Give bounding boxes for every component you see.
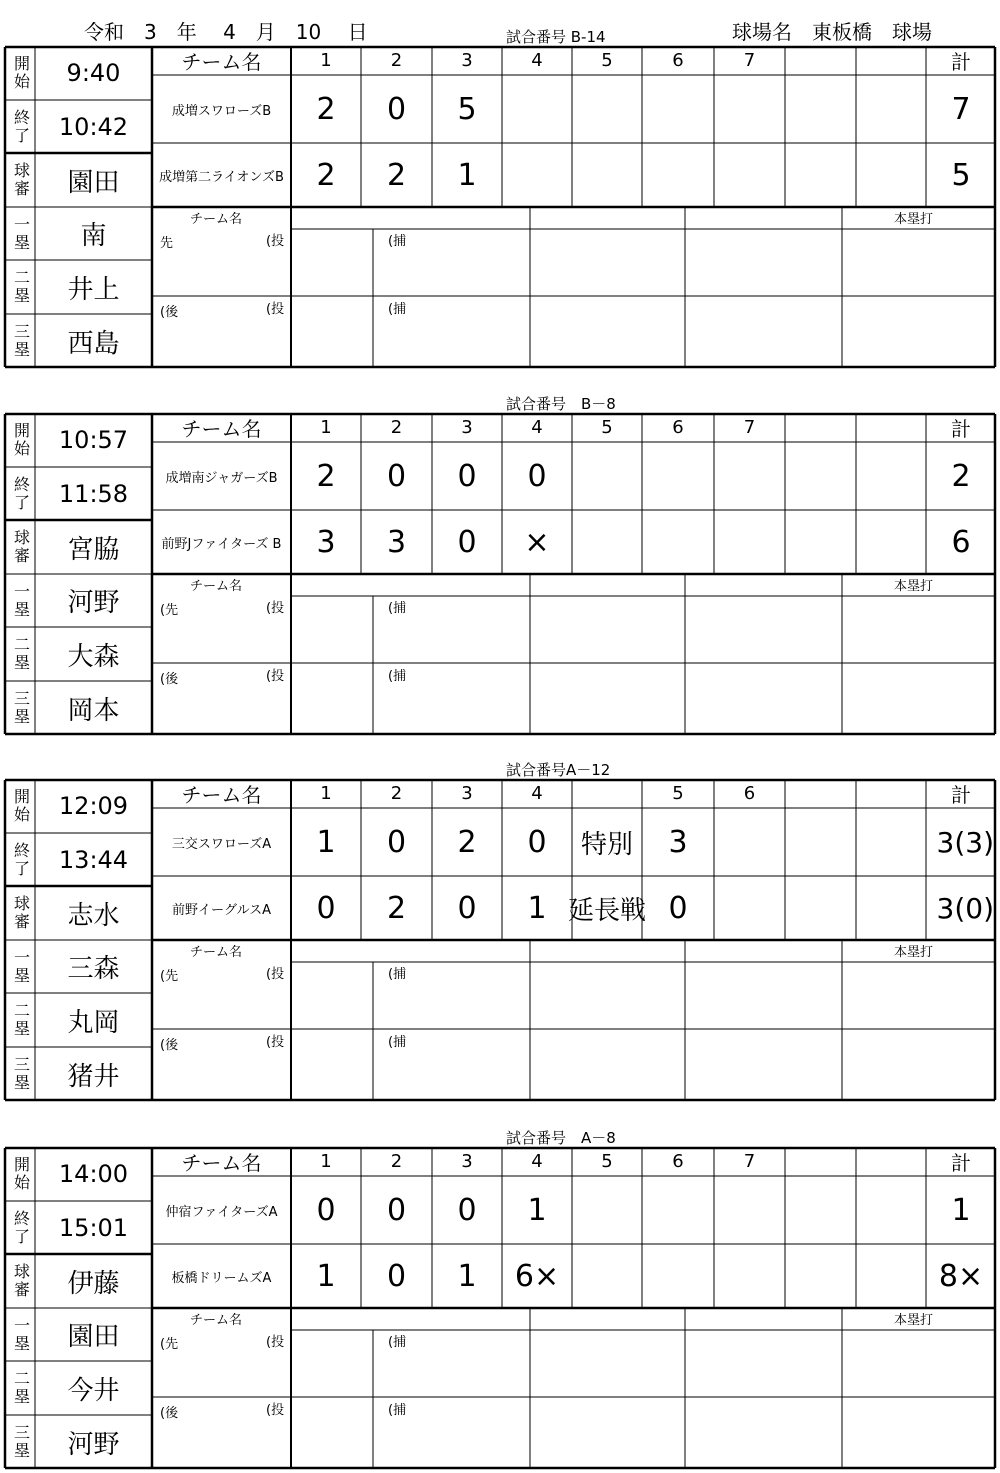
team-name-header: チーム名: [181, 417, 262, 441]
first-base-label-text: 一塁: [13, 1315, 30, 1353]
second-pitcher-label: (投: [266, 1035, 285, 1050]
inning-header: [572, 779, 642, 808]
inning-score: 0: [527, 458, 547, 494]
date-heading: 令和 3 年 4 月 10 日: [84, 20, 368, 44]
inning-score: [785, 808, 856, 876]
third-base-umpire: 岡本: [67, 695, 120, 726]
end-label-text: 終了: [13, 840, 30, 878]
first-base-umpire: 三森: [67, 954, 120, 984]
game-number: 試合番号 B－8: [506, 395, 616, 413]
team-name: 成増南ジャガーズB: [165, 470, 278, 486]
inning-score: [572, 442, 642, 510]
inning-score: 0: [386, 91, 407, 127]
inning-score: [856, 75, 926, 143]
batting-first-label: (先: [160, 603, 179, 618]
second-base-label-text: 二塁: [13, 1369, 30, 1406]
plate-umpire-label-text: 球審: [13, 528, 30, 565]
inning-score: 0: [386, 1258, 407, 1294]
inning-score: [572, 510, 642, 574]
inning-header: 5: [601, 417, 613, 438]
team-total: 7: [951, 91, 971, 127]
inning-score: 延長戦: [568, 895, 647, 926]
inning-score: [785, 876, 856, 940]
inning-header: 7: [743, 1151, 756, 1172]
home-run-label: 本塁打: [894, 212, 934, 227]
inning-score: [642, 510, 714, 574]
inning-score: 2: [316, 91, 336, 127]
plate-umpire: 伊藤: [67, 1268, 120, 1299]
inning-score: [785, 143, 856, 207]
end-label-text: 終了: [13, 474, 30, 512]
inning-header: 6: [672, 417, 684, 438]
inning-header: [856, 779, 926, 808]
second-base-umpire: 今井: [67, 1375, 120, 1406]
inning-score: [714, 510, 785, 574]
inning-score: ×: [524, 524, 550, 560]
inning-header: 6: [672, 1151, 684, 1172]
inning-score: 0: [316, 890, 336, 926]
start-time: 12:09: [58, 792, 129, 820]
game-block: [4, 413, 996, 735]
inning-header: 5: [601, 1151, 613, 1172]
home-run-label: 本塁打: [894, 945, 934, 960]
end-label: [5, 467, 35, 520]
plate-umpire-label-text: 球審: [13, 161, 30, 198]
inning-header: [785, 46, 856, 75]
batting-first-label: (先: [160, 1337, 179, 1352]
inning-header: 6: [672, 50, 684, 71]
inning-score: 2: [316, 458, 336, 494]
inning-header: 5: [672, 783, 684, 804]
third-base-label-text: 三塁: [13, 322, 30, 359]
inning-header: 5: [601, 50, 613, 71]
first-base-umpire: 南: [80, 221, 107, 251]
end-time: 11:58: [58, 479, 129, 508]
inning-score: [856, 876, 926, 940]
third-base-label-text: 三塁: [13, 689, 30, 726]
second-catcher-label: (捕: [388, 1403, 407, 1418]
inning-header: 3: [461, 50, 473, 71]
inning-score: 3: [316, 524, 336, 560]
inning-score: 0: [457, 1192, 477, 1228]
second-base-label: [5, 1361, 35, 1415]
start-label-text: 開始: [13, 421, 30, 458]
inning-score: [642, 1176, 714, 1244]
team-total: 3(3): [936, 825, 994, 859]
inning-score: [785, 1244, 856, 1308]
end-label: [5, 833, 35, 886]
inning-score: [785, 1176, 856, 1244]
home-run-label: 本塁打: [894, 1313, 934, 1328]
team-total: 5: [951, 157, 971, 193]
second-base-label-text: 二塁: [13, 268, 30, 305]
first-base-label: [5, 1308, 35, 1361]
inning-score: 0: [527, 824, 547, 860]
inning-header: 2: [390, 783, 403, 804]
second-base-umpire: 井上: [67, 274, 120, 305]
inning-header: 1: [320, 1151, 332, 1172]
batting-second-label: (後: [160, 1406, 179, 1421]
third-base-label: [5, 1047, 35, 1101]
game-number: 試合番号 B-14: [506, 28, 606, 46]
team-name-header: チーム名: [181, 1151, 262, 1175]
first-catcher-label: (捕: [388, 234, 407, 249]
inning-score: 5: [457, 91, 477, 127]
end-label-text: 終了: [13, 1208, 30, 1246]
inning-header: 7: [743, 50, 756, 71]
start-label-text: 開始: [13, 1155, 30, 1192]
venue-heading: 球場名 東板橋 球場: [732, 20, 932, 44]
game-block: [4, 46, 996, 368]
game-block: [4, 779, 996, 1101]
team-name: 成増スワローズB: [171, 103, 272, 119]
inning-header: 3: [461, 1151, 473, 1172]
third-base-label: [5, 314, 35, 368]
inning-header: 2: [390, 417, 403, 438]
inning-score: 6×: [514, 1258, 560, 1294]
first-pitcher-label: (投: [266, 967, 285, 982]
inning-score: [714, 143, 785, 207]
inning-score: 1: [457, 157, 477, 193]
inning-header: [785, 413, 856, 442]
inning-header: [856, 46, 926, 75]
game-number: 試合番号 A－8: [506, 1129, 616, 1147]
team-name-header: チーム名: [181, 783, 262, 807]
inning-header: [785, 1147, 856, 1176]
team-total: 3(0): [936, 891, 994, 925]
end-label: [5, 100, 35, 153]
inning-header: [785, 779, 856, 808]
second-base-label: [5, 993, 35, 1047]
inning-score: [502, 143, 572, 207]
end-time: 10:42: [58, 112, 129, 141]
start-time: 10:57: [58, 426, 129, 454]
inning-header: 2: [390, 1151, 403, 1172]
third-base-umpire: 西島: [67, 328, 120, 359]
first-base-label: [5, 574, 35, 627]
inning-score: [856, 143, 926, 207]
inning-score: 特別: [580, 829, 633, 860]
third-base-umpire: 河野: [67, 1429, 120, 1460]
inning-header: 7: [743, 417, 756, 438]
inning-score: [642, 1244, 714, 1308]
team-total: 1: [951, 1192, 971, 1228]
inning-score: [785, 442, 856, 510]
inning-score: [785, 75, 856, 143]
second-base-umpire: 大森: [67, 641, 120, 672]
inning-score: [502, 75, 572, 143]
start-time: 9:40: [66, 59, 121, 87]
inning-score: 0: [386, 458, 407, 494]
first-pitcher-label: (投: [266, 234, 285, 249]
first-base-umpire: 河野: [67, 588, 120, 618]
lower-team-name-label: チーム名: [190, 212, 243, 227]
start-label: [5, 779, 35, 833]
plate-umpire-label: [5, 153, 35, 207]
inning-score: 0: [457, 458, 477, 494]
third-base-label-text: 三塁: [13, 1423, 30, 1460]
inning-header: 1: [320, 783, 332, 804]
team-name: 前野Jファイターズ B: [161, 536, 282, 552]
third-base-label-text: 三塁: [13, 1055, 30, 1092]
inning-score: [714, 1176, 785, 1244]
team-name-header: チーム名: [181, 50, 262, 74]
inning-score: [785, 510, 856, 574]
inning-header: 2: [390, 50, 403, 71]
inning-score: 0: [386, 1192, 407, 1228]
plate-umpire: 園田: [67, 167, 120, 198]
inning-score: [714, 876, 785, 940]
inning-score: 1: [527, 1192, 547, 1228]
first-pitcher-label: (投: [266, 601, 285, 616]
first-base-label-text: 一塁: [13, 214, 30, 252]
inning-score: [714, 1244, 785, 1308]
inning-score: [856, 1176, 926, 1244]
lower-team-name-label: チーム名: [190, 579, 243, 594]
team-total: 2: [951, 458, 971, 494]
inning-score: 0: [668, 890, 688, 926]
inning-score: 3: [386, 524, 407, 560]
plate-umpire-label-text: 球審: [13, 894, 30, 931]
second-base-label: [5, 260, 35, 314]
lower-team-name-label: チーム名: [190, 1313, 243, 1328]
batting-first-label: (先: [160, 969, 179, 984]
inning-score: 1: [316, 1258, 336, 1294]
end-label: [5, 1201, 35, 1254]
plate-umpire-label: [5, 886, 35, 940]
second-catcher-label: (捕: [388, 669, 407, 684]
team-name: 前野イーグルスA: [171, 902, 272, 918]
inning-header: 4: [531, 783, 543, 804]
inning-score: [572, 143, 642, 207]
inning-score: [856, 510, 926, 574]
plate-umpire-label: [5, 1254, 35, 1308]
inning-score: 0: [457, 524, 477, 560]
end-time: 15:01: [58, 1213, 129, 1242]
second-catcher-label: (捕: [388, 302, 407, 317]
inning-score: 1: [316, 824, 336, 860]
plate-umpire: 志水: [67, 900, 120, 931]
inning-score: [856, 808, 926, 876]
start-label-text: 開始: [13, 787, 30, 824]
game-number: 試合番号A－12: [506, 761, 611, 779]
inning-score: 1: [457, 1258, 477, 1294]
first-catcher-label: (捕: [388, 1335, 407, 1350]
end-time: 13:44: [58, 845, 129, 874]
team-name: 三交スワローズA: [171, 836, 272, 852]
inning-score: 2: [386, 157, 407, 193]
inning-score: 0: [386, 824, 407, 860]
inning-score: [642, 442, 714, 510]
third-base-label: [5, 1415, 35, 1469]
inning-score: [856, 442, 926, 510]
team-name: 仲宿ファイターズA: [165, 1204, 278, 1220]
third-base-umpire: 猪井: [67, 1061, 120, 1092]
start-label: [5, 46, 35, 100]
inning-score: [856, 1244, 926, 1308]
total-header: 計: [951, 417, 971, 441]
inning-header: [856, 1147, 926, 1176]
inning-score: 2: [316, 157, 336, 193]
batting-second-label: (後: [160, 305, 179, 320]
inning-header: 4: [531, 1151, 543, 1172]
inning-score: 3: [668, 824, 688, 860]
batting-second-label: (後: [160, 1038, 179, 1053]
inning-header: 3: [461, 417, 473, 438]
start-time: 14:00: [58, 1160, 129, 1188]
batting-first-label: 先: [160, 236, 174, 251]
inning-header: 4: [531, 417, 543, 438]
second-pitcher-label: (投: [266, 302, 285, 317]
total-header: 計: [951, 50, 971, 74]
batting-second-label: (後: [160, 672, 179, 687]
first-base-label: [5, 207, 35, 260]
first-catcher-label: (捕: [388, 601, 407, 616]
inning-score: [642, 143, 714, 207]
second-pitcher-label: (投: [266, 669, 285, 684]
team-name: 板橋ドリームズA: [171, 1270, 272, 1286]
inning-score: 2: [386, 890, 407, 926]
first-catcher-label: (捕: [388, 967, 407, 982]
second-pitcher-label: (投: [266, 1403, 285, 1418]
first-base-umpire: 園田: [67, 1322, 120, 1352]
start-label: [5, 1147, 35, 1201]
total-header: 計: [951, 1151, 971, 1175]
inning-score: [714, 75, 785, 143]
home-run-label: 本塁打: [894, 579, 934, 594]
first-base-label-text: 一塁: [13, 581, 30, 619]
start-label-text: 開始: [13, 54, 30, 91]
team-total: 6: [951, 524, 971, 560]
second-catcher-label: (捕: [388, 1035, 407, 1050]
inning-score: [714, 808, 785, 876]
team-name: 成増第二ライオンズB: [159, 169, 284, 185]
start-label: [5, 413, 35, 467]
inning-score: 0: [457, 890, 477, 926]
plate-umpire-label: [5, 520, 35, 574]
team-total: 8×: [938, 1258, 984, 1294]
total-header: 計: [951, 783, 971, 807]
plate-umpire: 宮脇: [67, 534, 120, 565]
third-base-label: [5, 681, 35, 735]
inning-score: [642, 75, 714, 143]
inning-header: [856, 413, 926, 442]
second-base-umpire: 丸岡: [67, 1007, 120, 1038]
inning-header: 1: [320, 417, 332, 438]
inning-header: 1: [320, 50, 332, 71]
first-base-label-text: 一塁: [13, 947, 30, 985]
plate-umpire-label-text: 球審: [13, 1262, 30, 1299]
inning-score: 1: [527, 890, 547, 926]
inning-score: [572, 1176, 642, 1244]
second-base-label-text: 二塁: [13, 1001, 30, 1038]
second-base-label-text: 二塁: [13, 635, 30, 672]
second-base-label: [5, 627, 35, 681]
end-label-text: 終了: [13, 107, 30, 145]
inning-score: 0: [316, 1192, 336, 1228]
inning-header: 4: [531, 50, 543, 71]
lower-team-name-label: チーム名: [190, 945, 243, 960]
inning-score: [714, 442, 785, 510]
first-pitcher-label: (投: [266, 1335, 285, 1350]
inning-score: [572, 1244, 642, 1308]
inning-header: 6: [743, 783, 756, 804]
inning-score: 2: [457, 824, 477, 860]
inning-header: 3: [461, 783, 473, 804]
first-base-label: [5, 940, 35, 993]
inning-score: [572, 75, 642, 143]
game-block: [4, 1147, 996, 1469]
